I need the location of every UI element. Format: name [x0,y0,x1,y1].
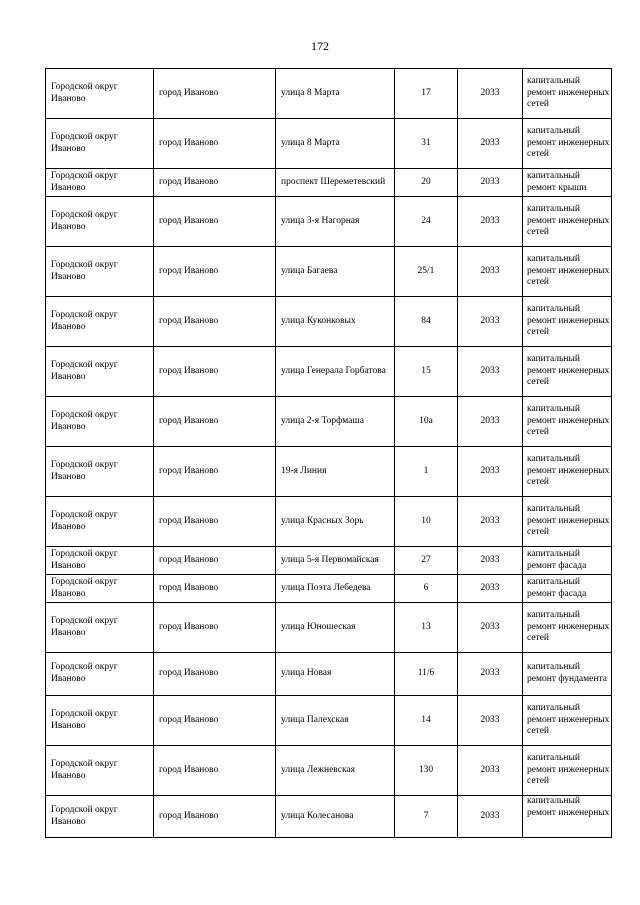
street-cell: улица Лежневская [276,746,395,796]
street-cell: улица Генерала Горбатова [276,347,395,397]
district-cell: Городской округ Иваново [46,347,154,397]
table-row [46,575,612,603]
house-number-cell: 14 [395,696,458,746]
work-type-cell: капитальный ремонт инженерных сетей [523,397,612,447]
street-cell: улица Красных Зорь [276,497,395,547]
district-cell: Городской округ Иваново [46,447,154,497]
table-row [46,447,612,497]
work-type-cell: капитальный ремонт инженерных сетей [523,119,612,169]
work-type-cell: капитальный ремонт инженерных сетей [523,447,612,497]
house-number-cell: 6 [395,575,458,603]
year-cell: 2033 [458,119,523,169]
city-cell: город Иваново [154,169,276,197]
table-row [46,696,612,746]
street-cell: улица Поэта Лебедева [276,575,395,603]
street-cell: улица 5-я Первомайская [276,547,395,575]
city-cell: город Иваново [154,696,276,746]
work-type-cell: капитальный ремонт инженерных сетей [523,347,612,397]
city-cell: город Иваново [154,603,276,653]
year-cell: 2033 [458,197,523,247]
city-cell: город Иваново [154,397,276,447]
street-cell: улица Юношеская [276,603,395,653]
year-cell: 2033 [458,297,523,347]
work-type-cell: капитальный ремонт крыши [523,169,612,197]
table-row [46,497,612,547]
table-row [46,746,612,796]
city-cell: город Иваново [154,653,276,696]
street-cell: проспект Шереметевский [276,169,395,197]
house-number-cell: 25/1 [395,247,458,297]
city-cell: город Иваново [154,119,276,169]
street-cell: улица Новая [276,653,395,696]
work-type-cell: капитальный ремонт инженерных сетей [523,497,612,547]
district-cell: Городской округ Иваново [46,653,154,696]
house-number-cell: 130 [395,746,458,796]
work-type-cell: капитальный ремонт фасада [523,547,612,575]
house-number-cell: 31 [395,119,458,169]
street-cell: 19-я Линия [276,447,395,497]
street-cell: улица 3-я Нагорная [276,197,395,247]
table-row [46,69,612,119]
table-row [46,197,612,247]
house-number-cell: 27 [395,547,458,575]
district-cell: Городской округ Иваново [46,696,154,746]
year-cell: 2033 [458,547,523,575]
work-type-cell: капитальный ремонт инженерных сетей [523,247,612,297]
table-row [46,547,612,575]
house-number-cell: 84 [395,297,458,347]
city-cell: город Иваново [154,247,276,297]
city-cell: город Иваново [154,497,276,547]
table-row [46,247,612,297]
street-cell: улица 8 Марта [276,119,395,169]
house-number-cell: 17 [395,69,458,119]
year-cell: 2033 [458,69,523,119]
street-cell: улица Багаева [276,247,395,297]
district-cell: Городской округ Иваново [46,297,154,347]
table-row [46,653,612,696]
district-cell: Городской округ Иваново [46,796,154,838]
year-cell: 2033 [458,397,523,447]
table-row [46,397,612,447]
district-cell: Городской округ Иваново [46,169,154,197]
year-cell: 2033 [458,447,523,497]
table-row [46,169,612,197]
work-type-cell: капитальный ремонт инженерных сетей [523,603,612,653]
work-type-cell: капитальный ремонт инженерных [523,796,612,838]
district-cell: Городской округ Иваново [46,119,154,169]
house-number-cell: 15 [395,347,458,397]
city-cell: город Иваново [154,347,276,397]
city-cell: город Иваново [154,297,276,347]
table-row [46,603,612,653]
house-number-cell: 24 [395,197,458,247]
street-cell: улица Куконковых [276,297,395,347]
work-type-cell: капитальный ремонт инженерных сетей [523,696,612,746]
district-cell: Городской округ Иваново [46,603,154,653]
year-cell: 2033 [458,169,523,197]
table-row [46,347,612,397]
work-type-cell: капитальный ремонт инженерных сетей [523,69,612,119]
year-cell: 2033 [458,603,523,653]
work-type-cell: капитальный ремонт инженерных сетей [523,297,612,347]
house-number-cell: 13 [395,603,458,653]
house-number-cell: 1 [395,447,458,497]
table-row [46,796,612,838]
year-cell: 2033 [458,796,523,838]
work-type-cell: капитальный ремонт фасада [523,575,612,603]
street-cell: улица Колесанова [276,796,395,838]
table-row [46,119,612,169]
district-cell: Городской округ Иваново [46,247,154,297]
district-cell: Городской округ Иваново [46,575,154,603]
street-cell: улица Палехская [276,696,395,746]
city-cell: город Иваново [154,447,276,497]
year-cell: 2033 [458,653,523,696]
page-number: 172 [311,39,329,53]
district-cell: Городской округ Иваново [46,497,154,547]
year-cell: 2033 [458,497,523,547]
year-cell: 2033 [458,575,523,603]
house-number-cell: 11/6 [395,653,458,696]
city-cell: город Иваново [154,746,276,796]
year-cell: 2033 [458,746,523,796]
street-cell: улица 8 Марта [276,69,395,119]
table-row [46,297,612,347]
city-cell: город Иваново [154,796,276,838]
city-cell: город Иваново [154,575,276,603]
work-type-cell: капитальный ремонт инженерных сетей [523,746,612,796]
street-cell: улица 2-я Торфмаша [276,397,395,447]
city-cell: город Иваново [154,197,276,247]
district-cell: Городской округ Иваново [46,197,154,247]
house-number-cell: 20 [395,169,458,197]
district-cell: Городской округ Иваново [46,547,154,575]
city-cell: город Иваново [154,69,276,119]
house-number-cell: 10 [395,497,458,547]
year-cell: 2033 [458,347,523,397]
district-cell: Городской округ Иваново [46,69,154,119]
housing-repair-table [45,68,612,838]
work-type-cell: капитальный ремонт инженерных сетей [523,197,612,247]
table-body [46,69,612,838]
house-number-cell: 10а [395,397,458,447]
year-cell: 2033 [458,696,523,746]
district-cell: Городской округ Иваново [46,397,154,447]
year-cell: 2033 [458,247,523,297]
house-number-cell: 7 [395,796,458,838]
work-type-cell: капитальный ремонт фундамента [523,653,612,696]
city-cell: город Иваново [154,547,276,575]
district-cell: Городской округ Иваново [46,746,154,796]
